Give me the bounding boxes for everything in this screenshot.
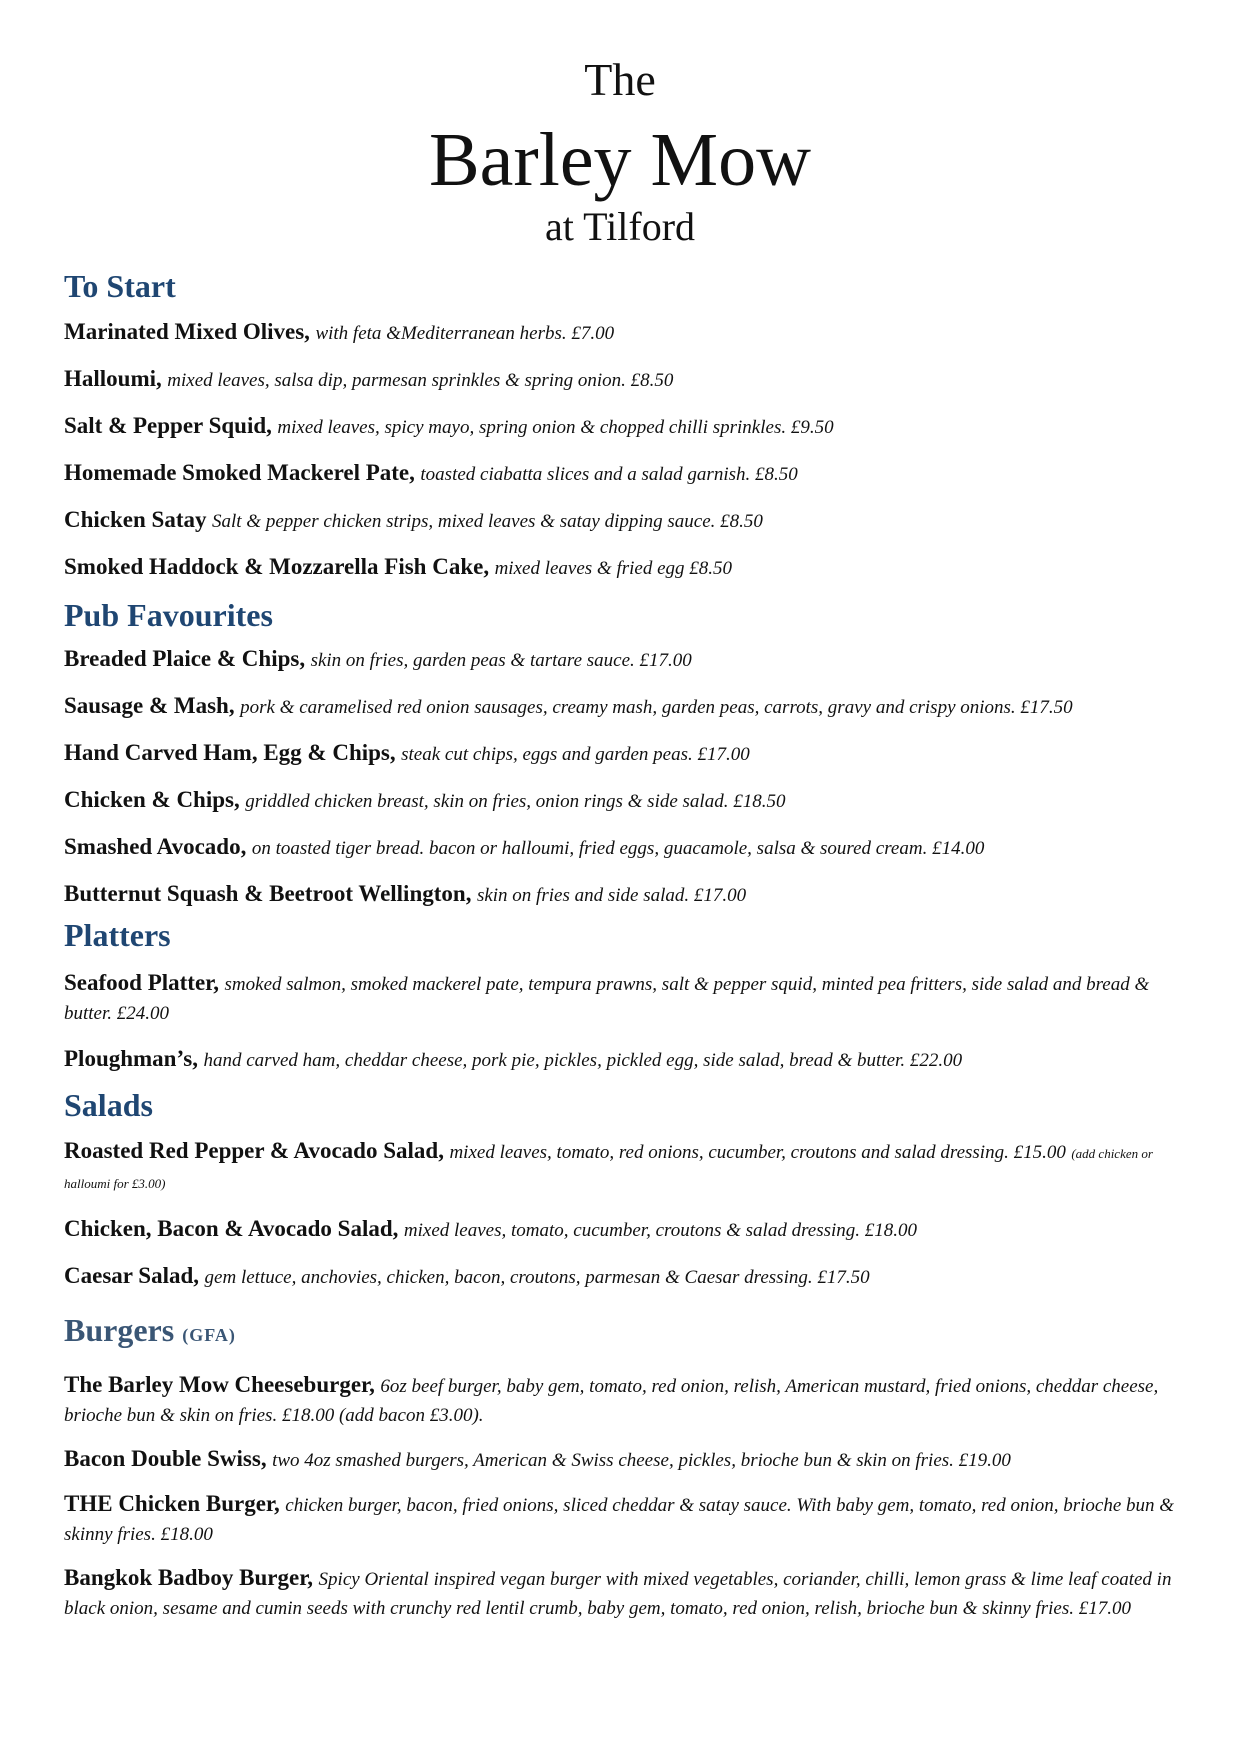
item-description: chicken burger, bacon, fried onions, sliced cheddar & satay sauce. With baby gem, tomato, red onion, brioche bun & skinny fries. £18.00 xyxy=(64,1495,1175,1545)
item-description: griddled chicken breast, skin on fries, onion rings & side salad. £18.50 xyxy=(245,791,786,812)
item-name: Chicken, Bacon & Avocado Salad, xyxy=(64,1216,399,1241)
item-name: Marinated Mixed Olives, xyxy=(64,319,310,344)
item-description: two 4oz smashed burgers, American & Swiss cheese, pickles, brioche bun & skin on fries. £19.00 xyxy=(272,1450,1011,1471)
item-description: mixed leaves, spicy mayo, spring onion & chopped chilli sprinkles. £9.50 xyxy=(277,417,834,438)
item-description: on toasted tiger bread. bacon or halloumi, fried eggs, guacamole, salsa & soured cream. £14.00 xyxy=(251,838,985,859)
menu-item xyxy=(64,1215,1184,1244)
menu-item xyxy=(64,1045,1184,1074)
menu-item xyxy=(64,692,1184,721)
menu-item xyxy=(64,786,1184,815)
menu-item xyxy=(64,1262,1184,1291)
item-name: Caesar Salad, xyxy=(64,1263,200,1288)
item-name: The Barley Mow Cheeseburger, xyxy=(64,1372,375,1397)
item-name: Hand Carved Ham, Egg & Chips, xyxy=(64,740,396,765)
menu-item xyxy=(64,880,1184,909)
item-name: Butternut Squash & Beetroot Wellington, xyxy=(64,881,472,906)
item-description: Salt & pepper chicken strips, mixed leaves & satay dipping sauce. £8.50 xyxy=(212,511,763,532)
menu-item xyxy=(64,645,1184,674)
item-description: mixed leaves, tomato, cucumber, croutons & salad dressing. £18.00 xyxy=(403,1220,918,1241)
menu-item xyxy=(64,1137,1184,1197)
section-title xyxy=(64,1310,1184,1355)
menu-item xyxy=(64,318,1184,347)
menu-item xyxy=(64,459,1184,488)
menu-item xyxy=(64,1490,1184,1548)
item-name: Chicken Satay xyxy=(64,507,207,532)
item-description: skin on fries and side salad. £17.00 xyxy=(476,885,747,906)
item-name: Halloumi, xyxy=(64,366,162,391)
item-description: hand carved ham, cheddar cheese, pork pie, pickles, pickled egg, side salad, bread & butter. £22.00 xyxy=(203,1050,963,1071)
menu-item xyxy=(64,1445,1184,1474)
item-description: mixed leaves, tomato, red onions, cucumber, croutons and salad dressing. £15.00 xyxy=(449,1142,1066,1163)
section-title: Pub Favourites xyxy=(64,597,273,633)
item-name: Homemade Smoked Mackerel Pate, xyxy=(64,460,415,485)
item-description: smoked salmon, smoked mackerel pate, tempura prawns, salt & pepper squid, minted pea fritters, side salad and bread & butter. £24.00 xyxy=(64,974,1150,1024)
item-description: Spicy Oriental inspired vegan burger with mixed vegetables, coriander, chilli, lemon grass & lime leaf coated in black onion, sesame and cumin seeds with crunchy red lentil crumb, baby gem, tomato, red onion, relish, brioche bun & skinny fries. £17.00 xyxy=(64,1569,1172,1619)
menu-section-to-start xyxy=(64,266,1184,582)
menu-item xyxy=(64,1371,1184,1429)
menu-item xyxy=(64,1564,1184,1622)
section-title: Platters xyxy=(64,917,171,953)
section-title-text: Burgers xyxy=(64,1312,175,1348)
menu-item xyxy=(64,553,1184,582)
item-name: Sausage & Mash, xyxy=(64,693,235,718)
menu-item xyxy=(64,833,1184,862)
menu-section-platters xyxy=(64,915,1184,1074)
item-description: 6oz beef burger, baby gem, tomato, red onion, relish, American mustard, fried onions, cheddar cheese, brioche bun & skin on fries. £18.00 (add bacon £3.00). xyxy=(64,1376,1159,1426)
item-note: (add chicken or halloumi for £3.00) xyxy=(64,1146,1153,1191)
menu-item xyxy=(64,969,1184,1027)
item-description: pork & caramelised red onion sausages, creamy mash, garden peas, carrots, gravy and crispy onions. £17.50 xyxy=(240,697,1073,718)
menu-section-pub-favourites xyxy=(64,595,1184,909)
item-name: Breaded Plaice & Chips, xyxy=(64,646,306,671)
item-name: Roasted Red Pepper & Avocado Salad, xyxy=(64,1138,444,1163)
menu-item xyxy=(64,365,1184,394)
item-name: Bangkok Badboy Burger, xyxy=(64,1565,314,1590)
item-name: Bacon Double Swiss, xyxy=(64,1446,267,1471)
item-name: Salt & Pepper Squid, xyxy=(64,413,272,438)
item-description: skin on fries, garden peas & tartare sauce. £17.00 xyxy=(310,650,692,671)
title-location: at Tilford xyxy=(544,204,696,249)
item-description: gem lettuce, anchovies, chicken, bacon, croutons, parmesan & Caesar dressing. £17.50 xyxy=(204,1267,870,1288)
item-name: Ploughman’s, xyxy=(64,1046,198,1071)
item-name: Chicken & Chips, xyxy=(64,787,240,812)
section-title: Salads xyxy=(64,1087,153,1123)
menu-section-burgers xyxy=(64,1310,1184,1622)
item-description: mixed leaves & fried egg £8.50 xyxy=(494,558,733,579)
item-description: with feta &Mediterranean herbs. £7.00 xyxy=(315,323,615,344)
menu-item xyxy=(64,506,1184,535)
item-name: Seafood Platter, xyxy=(64,970,220,995)
menu-item xyxy=(64,739,1184,768)
item-description: steak cut chips, eggs and garden peas. £17.00 xyxy=(401,744,750,765)
menu-section-salads xyxy=(64,1085,1184,1291)
item-name: THE Chicken Burger, xyxy=(64,1491,280,1516)
item-name: Smoked Haddock & Mozzarella Fish Cake, xyxy=(64,554,490,579)
item-name: Smashed Avocado, xyxy=(64,834,247,859)
title-pub-name: Barley Mow xyxy=(428,118,812,202)
section-tag: (GFA) xyxy=(182,1325,236,1345)
item-description: mixed leaves, salsa dip, parmesan sprinkles & spring onion. £8.50 xyxy=(167,370,674,391)
item-description: toasted ciabatta slices and a salad garnish. £8.50 xyxy=(420,464,798,485)
title-the: The xyxy=(584,54,656,105)
section-title: To Start xyxy=(64,268,176,304)
menu-item xyxy=(64,412,1184,441)
